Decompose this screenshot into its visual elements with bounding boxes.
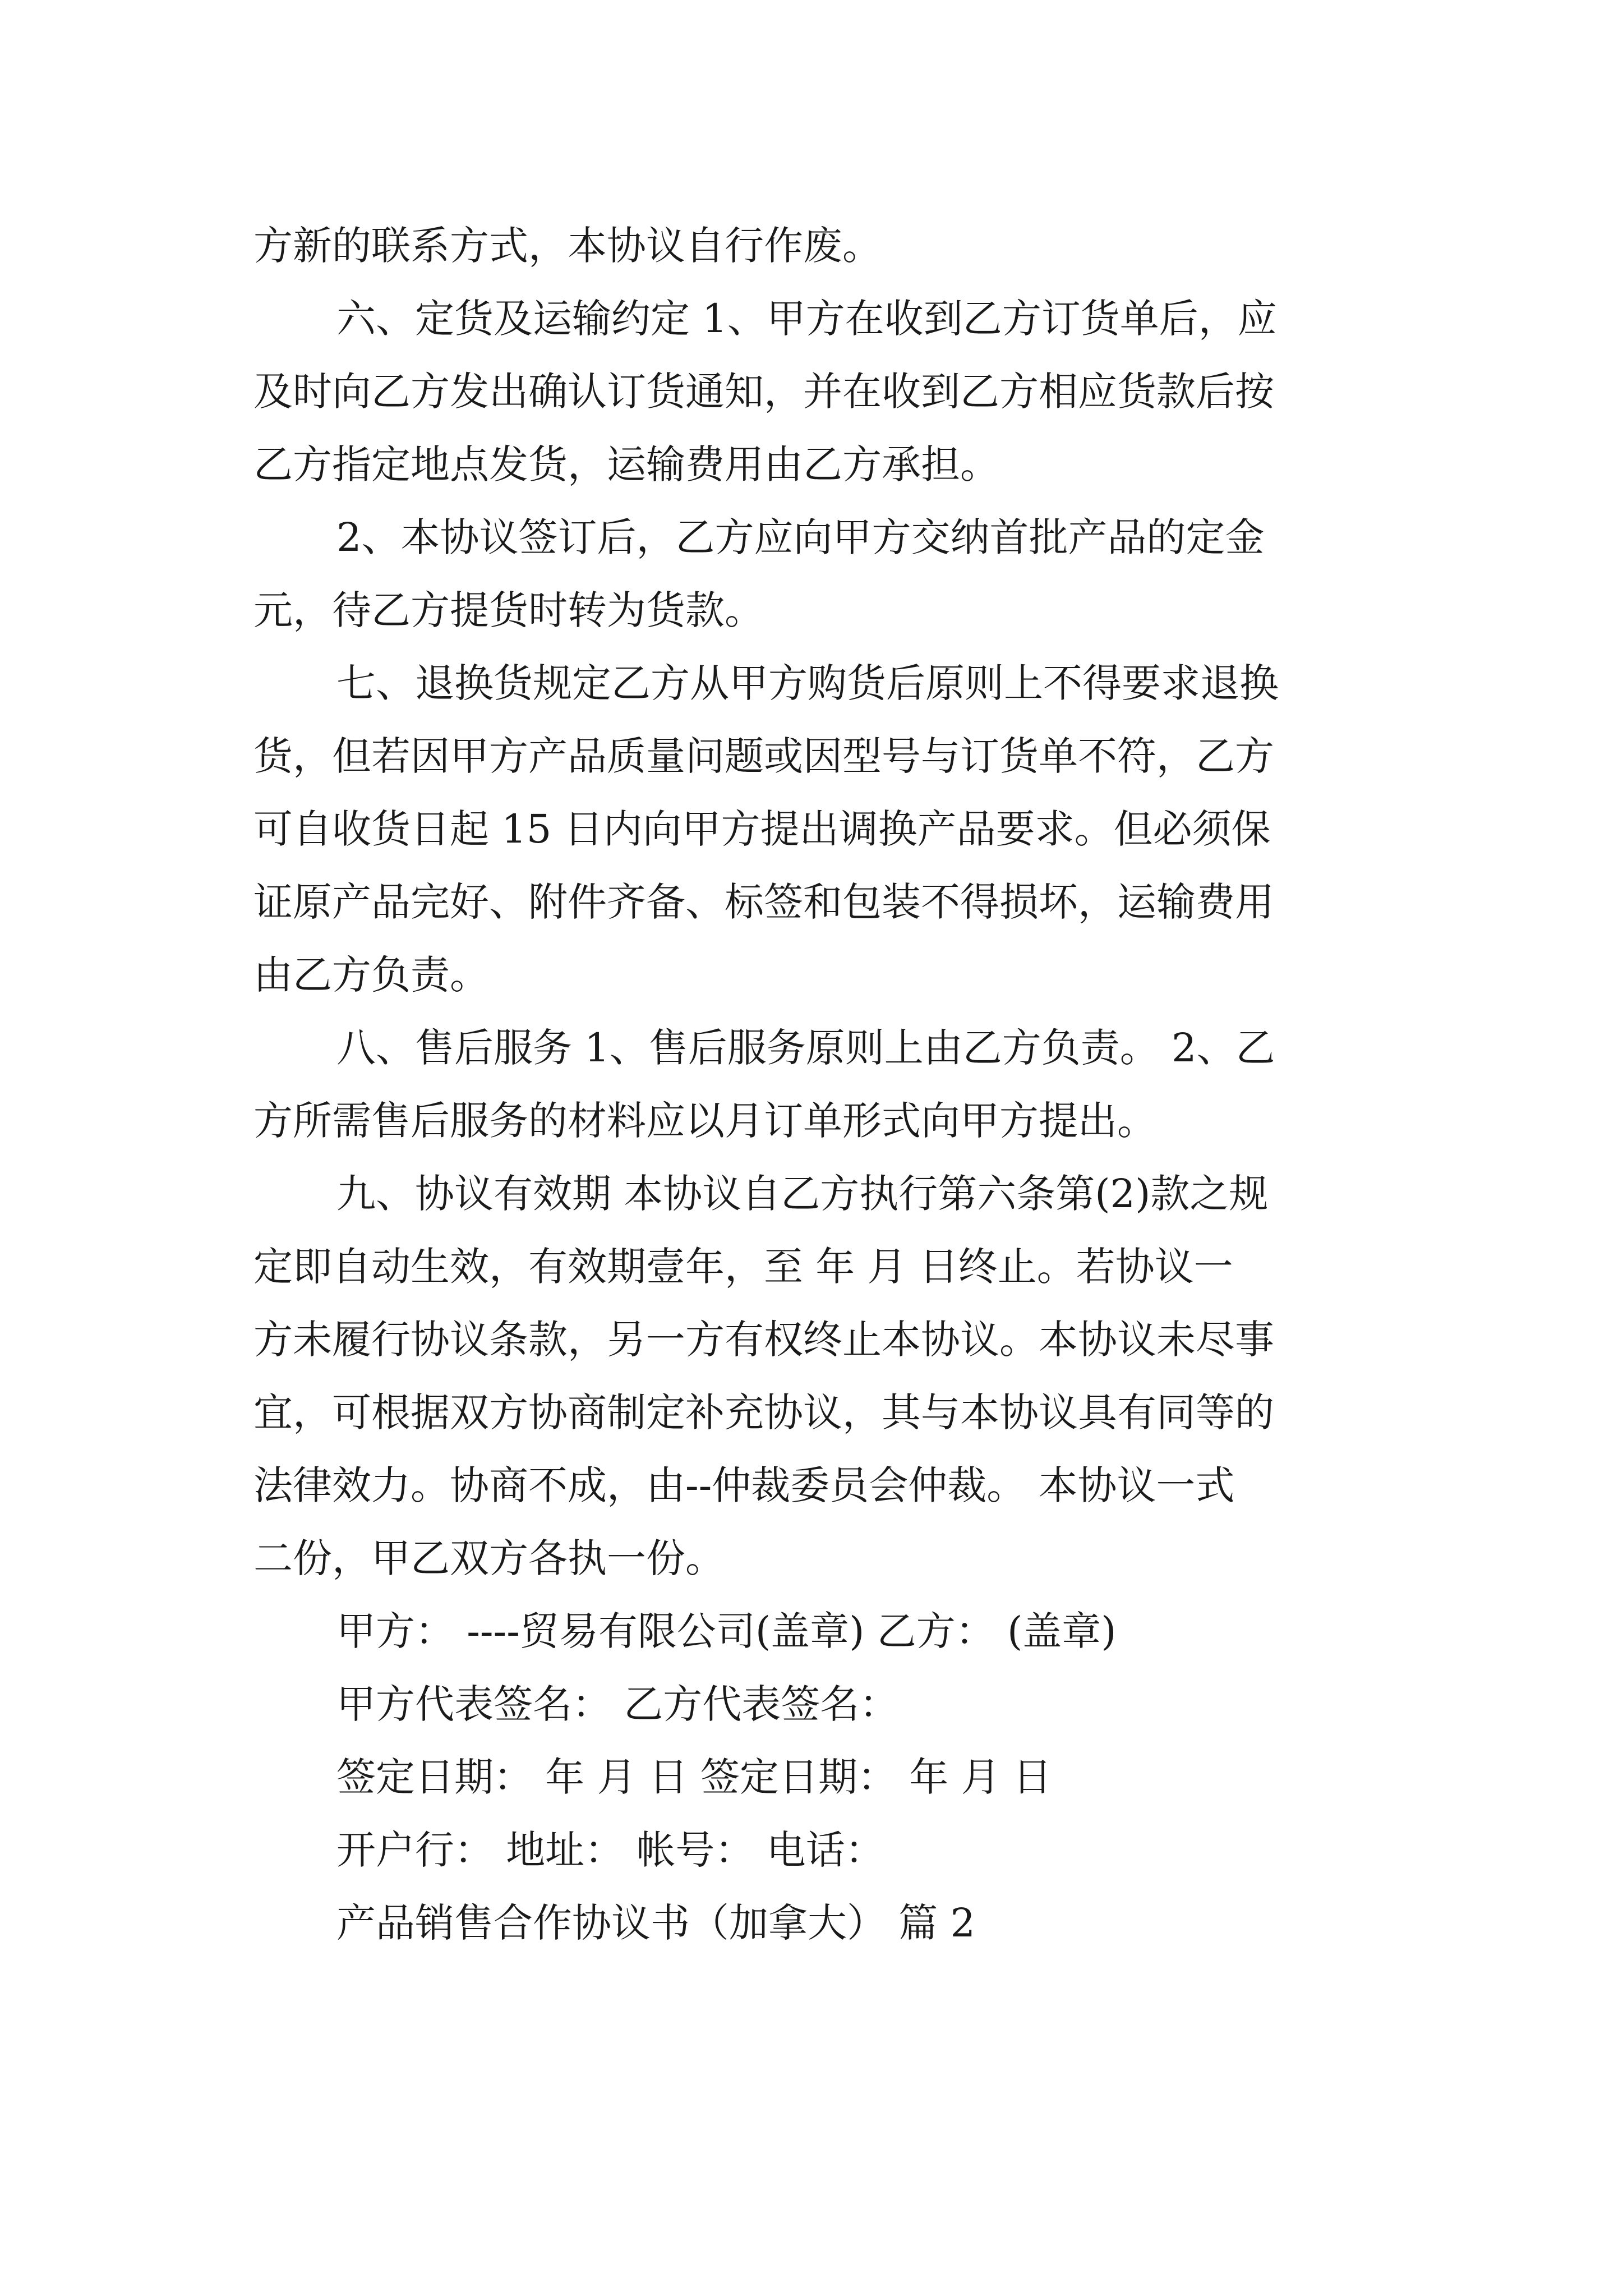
paragraph-line: 乙方指定地点发货，运输费用由乙方承担。 [253,441,999,487]
paragraph-line: 二份，甲乙双方各执一份。 [253,1535,725,1581]
paragraph-line: 方所需售后服务的材料应以月订单形式向甲方提出。 [253,1098,1156,1144]
paragraph-line: 货，但若因甲方产品质量问题或因型号与订货单不符，乙方 [253,733,1274,779]
next-section-title: 产品销售合作协议书（加拿大） 篇 2 [336,1900,976,1946]
paragraph-line: 定即自动生效，有效期壹年，至 年 月 日终止。若协议一 [253,1244,1233,1290]
paragraph-line: 方新的联系方式，本协议自行作废。 [253,223,882,269]
section-8-heading-line: 八、售后服务 1、售后服务原则上由乙方负责。 2、乙 [336,1025,1275,1071]
paragraph-line: 方未履行协议条款，另一方有权终止本协议。本协议未尽事 [253,1317,1274,1363]
paragraph-line: 由乙方负责。 [253,952,489,998]
paragraph-line: 宜，可根据双方协商制定补充协议，其与本协议具有同等的 [253,1389,1274,1435]
paragraph-line: 元，待乙方提货时转为货款。 [253,587,764,633]
paragraph-line: 及时向乙方发出确认订货通知，并在收到乙方相应货款后按 [253,369,1274,415]
signing-date-line: 签定日期： 年 月 日 签定日期： 年 月 日 [336,1754,1052,1800]
section-7-heading-line: 七、退换货规定乙方从甲方购货后原则上不得要求退换 [336,660,1279,706]
paragraph-line: 可自收货日起 15 日内向甲方提出调换产品要求。但必须保 [253,806,1271,852]
paragraph-line: 证原产品完好、附件齐备、标签和包装不得损坏，运输费用 [253,879,1274,925]
bank-address-line: 开户行： 地址： 帐号： 电话： [336,1827,884,1873]
party-a-seal-line: 甲方： ----贸易有限公司(盖章) 乙方： (盖章) [336,1608,1117,1654]
section-9-heading-line: 九、协议有效期 本协议自乙方执行第六条第(2)款之规 [336,1171,1269,1217]
representative-signature-line: 甲方代表签名： 乙方代表签名： [336,1681,899,1727]
section-6-heading-line: 六、定货及运输约定 1、甲方在收到乙方订货单后，应 [336,296,1277,342]
paragraph-line: 法律效力。协商不成，由--仲裁委员会仲裁。 本协议一式 [253,1462,1235,1508]
clause-2-line: 2、本协议签订后，乙方应向甲方交纳首批产品的定金 [336,514,1265,560]
